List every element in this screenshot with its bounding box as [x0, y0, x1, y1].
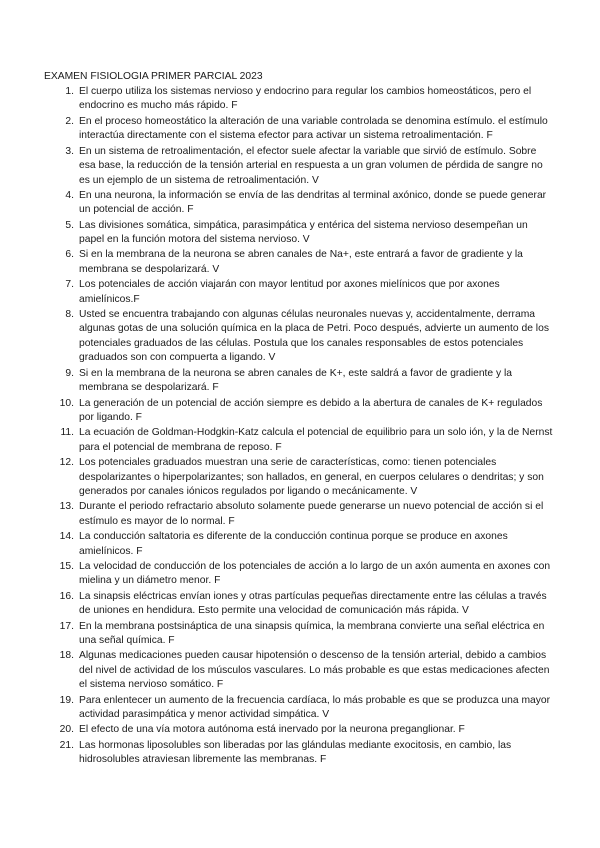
question-number: 11.	[60, 427, 74, 439]
question-item	[40, 500, 554, 529]
question-item	[40, 308, 554, 366]
question-item	[40, 219, 554, 248]
document-title: EXAMEN FISIOLOGIA PRIMER PARCIAL 2023	[44, 71, 263, 82]
question-number: 13.	[59, 501, 74, 513]
question-number: 3.	[65, 145, 74, 157]
question-text: En una neurona, la información se envía de las dendritas al terminal axónico, donde se puede generar un potencial de acción. F	[79, 189, 547, 216]
question-text: Algunas medicaciones pueden causar hipotensión o descenso de la tensión arterial, debido a cambios del nivel de actividad de los músculos vasculares. Lo más probable es que estas medicaciones afecten el sistema nervioso somático. F	[79, 650, 550, 691]
question-number: 1.	[65, 86, 74, 97]
question-text: La velocidad de conducción de los potenciales de acción a lo largo de un axón aumenta en axones con mielina y un diámetro menor. F	[79, 560, 551, 587]
question-number: 5.	[65, 219, 74, 231]
question-number: 12.	[59, 457, 74, 469]
question-text: La ecuación de Goldman-Hodgkin-Katz calcula el potencial de equilibrio para un solo ión, y la de Nernst para el potencial de membrana de reposo. F	[79, 427, 553, 453]
question-text: Los potenciales graduados muestran una serie de características, como: tienen potenciales despolarizantes o hiperpolarizantes; son hallados, en general, en cuerpos celulares o dendritas; y son generados por canales iónicos regulados por ligando o mecánicamente. V	[79, 457, 544, 498]
question-text: El efecto de una vía motora autónoma está inervado por la neurona preganglionar. F	[79, 724, 465, 736]
question-item	[40, 530, 554, 559]
question-text: La generación de un potencial de acción siempre es debido a la abertura de canales de K+ regulados por ligando. F	[79, 397, 543, 423]
question-item	[40, 189, 554, 218]
question-text: Si en la membrana de la neurona se abren canales de K+, este saldrá a favor de gradiente y la membrana se despolarizará. F	[79, 367, 513, 394]
question-item	[40, 649, 554, 692]
question-text: Las hormonas liposolubles son liberadas por las glándulas mediante exocitosis, en cambio, las hidrosolubles atraviesan libremente las membranas. F	[79, 739, 512, 766]
question-item	[40, 456, 554, 499]
question-item	[40, 145, 554, 188]
question-number: 16.	[59, 590, 74, 602]
question-item	[40, 85, 554, 114]
question-item	[40, 694, 554, 723]
question-number: 19.	[59, 694, 74, 706]
question-item	[40, 739, 554, 768]
question-text: El cuerpo utiliza los sistemas nervioso y endocrino para regular los cambios homeostáticos, pero el endocrino es mucho más rápido. F	[79, 86, 532, 112]
question-text: La conducción saltatoria es diferente de la conducción continua porque se produce en axones amielínicos. F	[79, 531, 508, 557]
question-item	[40, 248, 554, 277]
question-item	[40, 560, 554, 589]
question-text: Las divisiones somática, simpática, parasimpática y entérica del sistema nervioso desempeñan un papel en la función motora del sistema nervioso. V	[79, 219, 528, 246]
question-text: La sinapsis eléctricas envían iones y otras partículas pequeñas directamente entre las células a través de uniones en hendidura. Esto permite una velocidad de comunicación más rápida. V	[79, 590, 547, 617]
question-item	[40, 397, 554, 426]
question-number: 21.	[59, 739, 74, 751]
question-number: 8.	[65, 309, 74, 321]
question-text: Usted se encuentra trabajando con algunas células neuronales nuevas y, accidentalmente, derrama algunas gotas de una solución química en la placa de Petri. Poco después, advierte un aumento de los potenciales graduados de las células. Postula que los canales responsables de estos potenciales graduados son con compuerta a ligando. V	[79, 309, 549, 364]
question-item	[40, 723, 554, 737]
question-item	[40, 590, 554, 619]
question-item	[40, 426, 554, 455]
question-number: 10.	[59, 397, 74, 409]
question-number: 2.	[65, 115, 74, 127]
question-text: Durante el periodo refractario absoluto solamente puede generarse un nuevo potencial de acción si el estímulo es mayor de lo normal. F	[79, 501, 544, 527]
question-number: 15.	[59, 560, 74, 572]
question-item	[40, 115, 554, 144]
question-number: 17.	[59, 620, 74, 632]
question-number: 9.	[65, 367, 74, 379]
question-number: 4.	[65, 189, 74, 201]
question-number: 6.	[65, 249, 74, 261]
question-text: En un sistema de retroalimentación, el efector suele afectar la variable que sirvió de estímulo. Sobre esa base, la reducción de la tensión arterial en respuesta a un gran volumen de pérdida de sangre no es un ejemplo de un sistema de retroalimentación. V	[79, 145, 543, 186]
question-number: 7.	[65, 279, 74, 291]
question-item	[40, 278, 554, 307]
question-item	[40, 367, 554, 396]
question-number: 20.	[59, 724, 74, 736]
question-text: En la membrana postsináptica de una sinapsis química, la membrana convierte una señal eléctrica en una señal química. F	[79, 620, 545, 647]
question-list	[40, 85, 554, 769]
question-text: Para enlentecer un aumento de la frecuencia cardíaca, lo más probable es que se produzca una mayor actividad parasimpática y menor actividad simpática. V	[79, 694, 551, 721]
question-text: Si en la membrana de la neurona se abren canales de Na+, este entrará a favor de gradiente y la membrana se despolarizará. V	[79, 249, 523, 275]
question-text: En el proceso homeostático la alteración de una variable controlada se denomina estímulo. el estímulo interactúa directamente con el sistema efector para activar un sistema retroalimentación. F	[79, 115, 548, 142]
question-number: 18.	[59, 650, 74, 662]
question-number: 14.	[59, 531, 74, 543]
question-item	[40, 620, 554, 649]
question-text: Los potenciales de acción viajarán con mayor lentitud por axones mielínicos que por axones amielínicos.F	[79, 279, 500, 305]
